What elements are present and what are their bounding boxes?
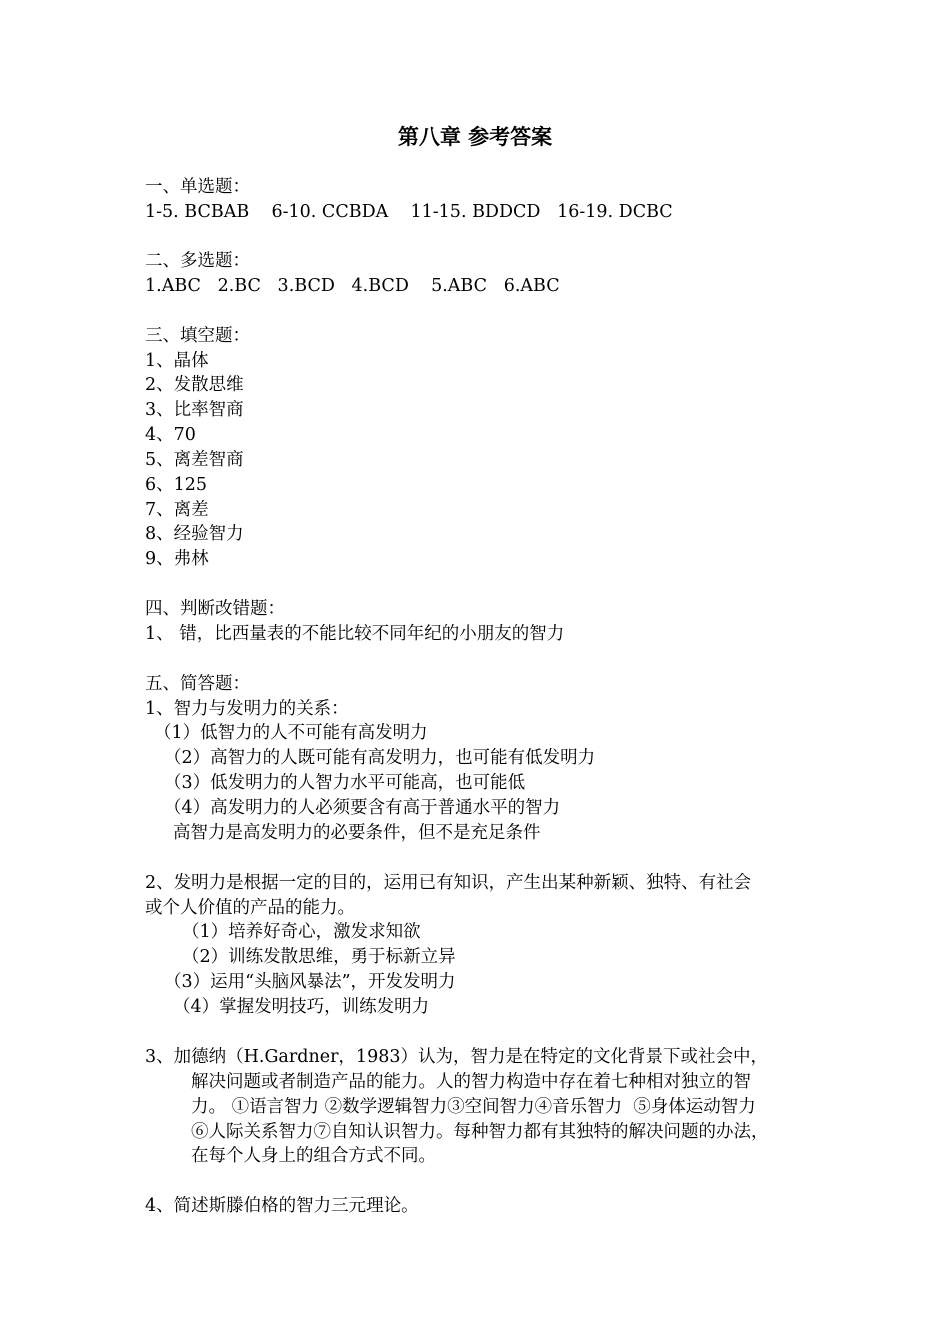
fill-blank-item: 7、离差 bbox=[145, 500, 209, 520]
short-answer-q2-title-cont: 或个人价值的产品的能力。 bbox=[145, 898, 355, 918]
short-answer-q3-line: 在每个人身上的组合方式不同。 bbox=[191, 1146, 436, 1166]
short-answer-q1-line: （2）高智力的人既可能有高发明力，也可能有低发明力 bbox=[164, 748, 596, 768]
fill-blank-item: 3、比率智商 bbox=[145, 400, 244, 420]
section-heading-multiple-choice: 二、多选题： bbox=[145, 251, 250, 271]
short-answer-q3-line: 3、加德纳（H.Gardner，1983）认为，智力是在特定的文化背景下或社会中， bbox=[145, 1047, 768, 1067]
short-answer-q3-line: ⑥人际关系智力⑦自知认识智力。每种智力都有其独特的解决问题的办法， bbox=[191, 1122, 769, 1142]
section-heading-true-false: 四、判断改错题： bbox=[145, 599, 285, 619]
fill-blank-item: 6、125 bbox=[145, 475, 208, 495]
short-answer-q3-line: 解决问题或者制造产品的能力。人的智力构造中存在着七种相对独立的智 bbox=[191, 1072, 751, 1092]
short-answer-q4-title: 4、简述斯滕伯格的智力三元理论。 bbox=[145, 1196, 419, 1216]
single-choice-answers: 1-5. BCBAB 6-10. CCBDA 11-15. BDDCD 16-19. DCBC bbox=[145, 202, 673, 222]
page-title: 第八章 参考答案 bbox=[397, 125, 553, 149]
short-answer-q1-title: 1、智力与发明力的关系： bbox=[145, 699, 349, 719]
multiple-choice-answers: 1.ABC 2.BC 3.BCD 4.BCD 5.ABC 6.ABC bbox=[145, 276, 560, 296]
true-false-item: 1、 错，比西量表的不能比较不同年纪的小朋友的智力 bbox=[145, 624, 565, 644]
short-answer-q1-line: （4）高发明力的人必须要含有高于普通水平的智力 bbox=[164, 798, 561, 818]
short-answer-q2-title: 2、发明力是根据一定的目的，运用已有知识，产生出某种新颖、独特、有社会 bbox=[145, 873, 752, 893]
section-heading-fill-blank: 三、填空题： bbox=[145, 326, 250, 346]
short-answer-q1-line: 高智力是高发明力的必要条件，但不是充足条件 bbox=[173, 823, 541, 843]
short-answer-q2-line: （1）培养好奇心，激发求知欲 bbox=[182, 922, 421, 942]
fill-blank-item: 8、经验智力 bbox=[145, 524, 244, 544]
short-answer-q2-line: （3）运用“头脑风暴法”，开发发明力 bbox=[164, 972, 456, 992]
fill-blank-item: 9、弗林 bbox=[145, 549, 209, 569]
fill-blank-item: 1、晶体 bbox=[145, 351, 209, 371]
short-answer-q1-line: （1）低智力的人不可能有高发明力 bbox=[154, 723, 428, 743]
fill-blank-item: 5、离差智商 bbox=[145, 450, 244, 470]
short-answer-q2-line: （4）掌握发明技巧，训练发明力 bbox=[173, 997, 430, 1017]
short-answer-q3-line: 力。 ①语言智力 ②数学逻辑智力③空间智力④音乐智力 ⑤身体运动智力 bbox=[191, 1097, 756, 1117]
section-heading-short-answer: 五、简答题： bbox=[145, 674, 250, 694]
section-heading-single-choice: 一、单选题： bbox=[145, 177, 250, 197]
short-answer-q2-line: （2）训练发散思维，勇于标新立异 bbox=[182, 947, 456, 967]
fill-blank-item: 4、70 bbox=[145, 425, 196, 445]
fill-blank-item: 2、发散思维 bbox=[145, 375, 244, 395]
short-answer-q1-line: （3）低发明力的人智力水平可能高，也可能低 bbox=[164, 773, 526, 793]
